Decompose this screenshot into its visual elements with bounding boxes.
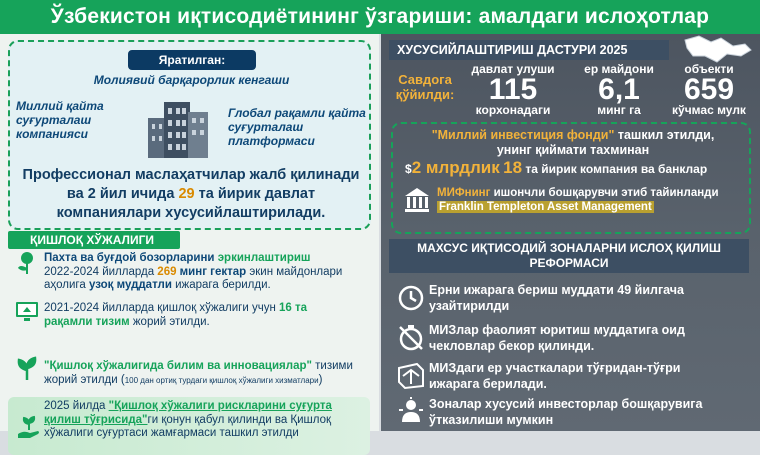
- land-plot-icon: [397, 362, 425, 390]
- agriculture-heading: [8, 231, 180, 249]
- computer-icon: [14, 298, 40, 324]
- agri-i4-c: ги қонун қабул қилинди ва Қишлоқ хўжалиги суғуртаси жамғармаси ташкил этилди: [44, 413, 332, 439]
- sale-label: Савдога қўйилди:: [395, 72, 455, 102]
- agri-i1-c: 2022-2024 йилларда: [44, 265, 158, 278]
- investment-fund-box: [391, 122, 751, 234]
- agriculture-heading-text: ҚИШЛОҚ ХЎЖАЛИГИ: [30, 233, 155, 247]
- agri-i1-e: экин майдонлари аҳолига: [44, 265, 343, 291]
- agri-i4-a: 2025 йилда: [44, 400, 109, 412]
- bank-icon: [403, 186, 431, 214]
- stat-shares-num: 115: [488, 73, 538, 106]
- stat-land-num: 6,1: [598, 73, 640, 106]
- page-title: Ўзбекистон иқтисодиётининг ўзгариши: амалдаги ислоҳотлар: [0, 0, 760, 34]
- stat-land: [569, 62, 669, 117]
- zone-item-2: МИЗлар фаолият юритиш муддатига оид чекловлар бекор қилинди.: [429, 323, 685, 353]
- stat-shares-cap: давлат улуши: [471, 62, 555, 76]
- agri-i1-f: узоқ муддатли: [88, 279, 172, 291]
- manager-text: [437, 186, 719, 214]
- stat-shares-sub: корхонадаги: [475, 103, 551, 117]
- mif-text: ишончли бошқарувчи этиб тайинланди: [490, 187, 719, 199]
- fund-companies-text: та йирик компания ва банклар: [522, 162, 708, 176]
- prof-text-2: та йирик давлат компаниялари хусусийлаштирилади.: [56, 186, 326, 221]
- stat-realty-num: 659: [683, 73, 735, 106]
- program-heading: ХУСУСИЙЛАШТИРИШ ДАСТУРИ 2025: [389, 40, 669, 60]
- fund-text: [393, 128, 753, 158]
- agri-item-4: [44, 400, 366, 441]
- stat-realty: [661, 62, 757, 117]
- fund-company-count: 18: [503, 158, 523, 177]
- no-timer-icon: [397, 324, 425, 352]
- agri-i3-d: ): [318, 373, 323, 386]
- hand-plant-icon: [16, 414, 42, 440]
- fund-name: "Миллий инвестиция фонди": [431, 128, 615, 142]
- mif-label: МИФнинг: [437, 187, 491, 199]
- prof-number: 29: [178, 186, 195, 202]
- franklin-templeton: Franklin Templeton Asset Management: [439, 201, 652, 213]
- fund-amount: 2 млрдлик: [411, 158, 500, 177]
- agri-i2-num: 16: [279, 302, 292, 314]
- agri-i2-b: та: [291, 302, 308, 314]
- fund-text-3: унинг қиймати тахминан: [496, 143, 650, 157]
- created-label: Яратилган:: [128, 50, 256, 70]
- left-panel: [0, 34, 379, 439]
- zone-item-1: Ерни ижарага бериш муддати 49 йилгача узайтирилди: [429, 283, 684, 313]
- stat-realty-cap: объекти: [684, 62, 734, 76]
- clock-icon: [397, 284, 425, 312]
- agri-i1-d: минг гектар: [176, 265, 247, 278]
- national-reinsurance: Миллий қайта суғурталаш компанияси: [16, 99, 104, 141]
- agri-i1-g: ижарага берилди.: [171, 279, 271, 291]
- global-platform: Глобал рақамли қайта суғурталаш платформаси: [228, 106, 366, 148]
- privatization-text: [16, 166, 366, 223]
- fund-currency: $: [405, 162, 412, 176]
- agri-i3-a: "Қишлоқ хўжалигида билим ва инновациялар": [44, 360, 312, 372]
- investor-icon: [397, 396, 425, 424]
- plant-icon: [14, 250, 40, 276]
- zone-item-4: Зоналар хусусий инвесторлар бошқарувига ўтказилиши мумкин: [429, 397, 703, 427]
- agri-i1-num: 269: [157, 265, 177, 278]
- buildings-icon: [140, 94, 222, 160]
- agri-i2-c: рақамли тизим: [44, 315, 130, 328]
- agri-i2-d: жорий этилди.: [129, 315, 210, 328]
- agri-i3-b: тизими жорий этилди (: [44, 360, 353, 386]
- agri-item-2: [44, 302, 344, 329]
- agri-i4-b: "Қишлоқ хўжалиги рискларини суғурта қилиш тўғрисида": [44, 400, 332, 426]
- right-panel: [381, 34, 760, 431]
- fund-text-2: ташкил этилди,: [614, 128, 715, 142]
- created-card: [8, 40, 371, 230]
- agri-i1-b: эркинлаштириш: [217, 252, 311, 264]
- stat-land-cap: ер майдони: [584, 62, 654, 76]
- agri-item-1: [44, 252, 374, 293]
- stat-land-sub: минг га: [597, 103, 641, 117]
- sez-heading: МАХСУС ИҚТИСОДИЙ ЗОНАЛАРНИ ИСЛОҲ ҚИЛИШ РЕФОРМАСИ: [389, 239, 749, 273]
- agri-i1-a: Пахта ва буғдой бозорларини: [44, 252, 218, 264]
- fund-value: [405, 158, 707, 178]
- agri-item-3: [44, 360, 374, 387]
- zone-item-3: МИЗдаги ер участкалари тўғридан-тўғри ижарага берилади.: [429, 361, 681, 391]
- stat-shares: [453, 62, 573, 117]
- agri-i2-a: 2021-2024 йилларда қишлоқ хўжалиги учун: [44, 302, 280, 314]
- agri-i3-c: 100 дан ортиқ турдаги қишлоқ хўжалиги хизматлари: [124, 375, 319, 385]
- prof-text-1: Профессионал маслаҳатчилар жалб қилинади ва 2 йил ичида: [22, 167, 360, 202]
- stat-realty-sub: кўчмас мулк: [672, 103, 746, 117]
- sprout-icon: [14, 356, 40, 382]
- financial-council: Молиявий барқарорлик кенгаши: [93, 73, 290, 87]
